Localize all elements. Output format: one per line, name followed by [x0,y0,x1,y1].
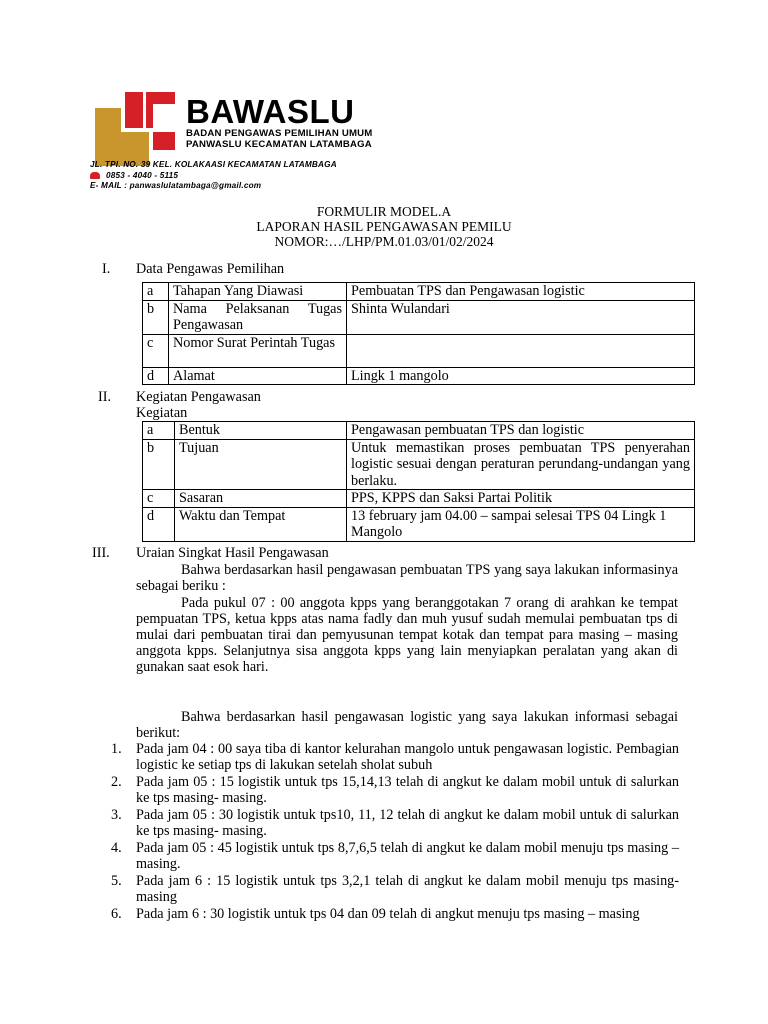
paragraph-logistic: Bahwa berdasarkan hasil pengawasan logistic yang saya lakukan informasi sebagai berikut: [136,709,678,741]
row-key: b [143,300,169,334]
list-number: 6. [111,906,122,922]
section-3-heading: Uraian Singkat Hasil Pengawasan [136,545,329,561]
kegiatan-table [142,421,695,542]
row-label: Bentuk [175,422,347,440]
table-row [143,422,695,440]
table-row [143,439,695,490]
office-phone: 0853 - 4040 - 5115 [90,171,178,181]
office-email: E- MAIL : panwaslulatambaga@gmail.com [90,181,262,190]
row-value: Pengawasan pembuatan TPS dan logistic [347,422,695,440]
row-label: Tujuan [175,439,347,490]
row-value: PPS, KPPS dan Saksi Partai Politik [347,490,695,508]
row-key: c [143,334,169,367]
row-label: Nama Pelaksanan Tugas Pengawasan [169,300,347,334]
row-value: Pembuatan TPS dan Pengawasan logistic [347,283,695,301]
bawaslu-logo-icon [91,88,183,170]
row-value: Shinta Wulandari [347,300,695,334]
phone-icon [90,172,100,179]
list-number: 5. [111,873,122,889]
pengawas-table [142,282,695,385]
row-label: Tahapan Yang Diawasi [169,283,347,301]
list-number: 4. [111,840,122,856]
section-1-numeral: I. [102,261,111,277]
row-value: Untuk memastikan proses pembuatan TPS penyerahan logistic sesuai dengan peraturan perundang-undangan yang berlaku. [347,439,695,490]
list-text: Pada jam 05 : 30 logistik untuk tps10, 11, 12 telah di angkut ke dalam mobil untuk di salurkan ke tps masing- masing. [136,807,679,839]
list-number: 3. [111,807,122,823]
section-2-heading: Kegiatan Pengawasan [136,389,261,405]
list-text: Pada jam 6 : 30 logistik untuk tps 04 dan 09 telah di angkut menuju tps masing – masing [136,906,640,922]
section-2-numeral: II. [98,389,111,405]
row-key: b [143,439,175,490]
form-title: FORMULIR MODEL.A [316,204,452,219]
list-item [111,873,679,905]
paragraph-tps-detail: Pada pukul 07 : 00 anggota kpps yang beranggotakan 7 orang di arahkan ke tempat pempuatan TPS, ketua kpps atas nama fadly dan muh yusuf sudah memulai pembuatan tps di mulai dari pembuatan tirai dan pemyusunan tempat kotak dan tempat para masing – masing anggota kpps. Selanjutnya sisa anggota kpps yang lain menyiapkan peralatan yang akan di gunakan saat esok hari. [136,595,678,675]
row-value: 13 february jam 04.00 – sampai selesai TPS 04 Lingk 1 Mangolo [347,507,695,541]
row-value: Lingk 1 mangolo [347,367,695,385]
row-key: d [143,367,169,385]
list-item [111,774,679,806]
brand-subtitle-1: BADAN PENGAWAS PEMILIHAN UMUM [186,128,373,139]
row-label: Alamat [169,367,347,385]
office-address: JL. TPI. NO. 39 KEL. KOLAKAASI KECAMATAN LATAMBAGA [90,160,337,169]
table-row [143,507,695,541]
list-item [111,906,679,922]
row-key: a [143,283,169,301]
list-item [111,741,679,773]
logistic-list [111,741,679,923]
section-2-subheading: Kegiatan [136,405,188,421]
list-text: Pada jam 05 : 45 logistik untuk tps 8,7,6,5 telah di angkut ke dalam mobil menuju tps masing – masing. [136,840,679,872]
row-label: Waktu dan Tempat [175,507,347,541]
row-label: Sasaran [175,490,347,508]
brand-name: BAWASLU [186,93,355,130]
table-row [143,283,695,301]
paragraph-tps: Bahwa berdasarkan hasil pengawasan pembuatan TPS yang saya lakukan informasinya sebagai beriku : [136,562,678,594]
section-1-heading: Data Pengawas Pemilihan [136,261,285,277]
row-label: Nomor Surat Perintah Tugas [169,334,347,367]
row-key: c [143,490,175,508]
report-number: NOMOR:…/LHP/PM.01.03/01/02/2024 [274,234,494,249]
list-text: Pada jam 6 : 15 logistik untuk tps 3,2,1 telah di angkut ke dalam mobil menuju tps masing- masing [136,873,679,905]
list-text: Pada jam 04 : 00 saya tiba di kantor kelurahan mangolo untuk pengawasan logistic. Pembagian logistic ke setiap tps di lakukan setelah sholat subuh [136,741,679,773]
table-row [143,367,695,385]
table-row [143,490,695,508]
row-key: a [143,422,175,440]
list-item [111,807,679,839]
list-number: 1. [111,741,122,757]
list-text: Pada jam 05 : 15 logistik untuk tps 15,14,13 telah di angkut ke dalam mobil untuk di salurkan ke tps masing- masing. [136,774,679,806]
row-value [347,334,695,367]
list-number: 2. [111,774,122,790]
brand-subtitle-2: PANWASLU KECAMATAN LATAMBAGA [186,139,372,150]
report-title: LAPORAN HASIL PENGAWASAN PEMILU [256,219,512,234]
table-row [143,300,695,334]
table-row [143,334,695,367]
section-3-numeral: III. [92,545,110,561]
list-item [111,840,679,872]
row-key: d [143,507,175,541]
